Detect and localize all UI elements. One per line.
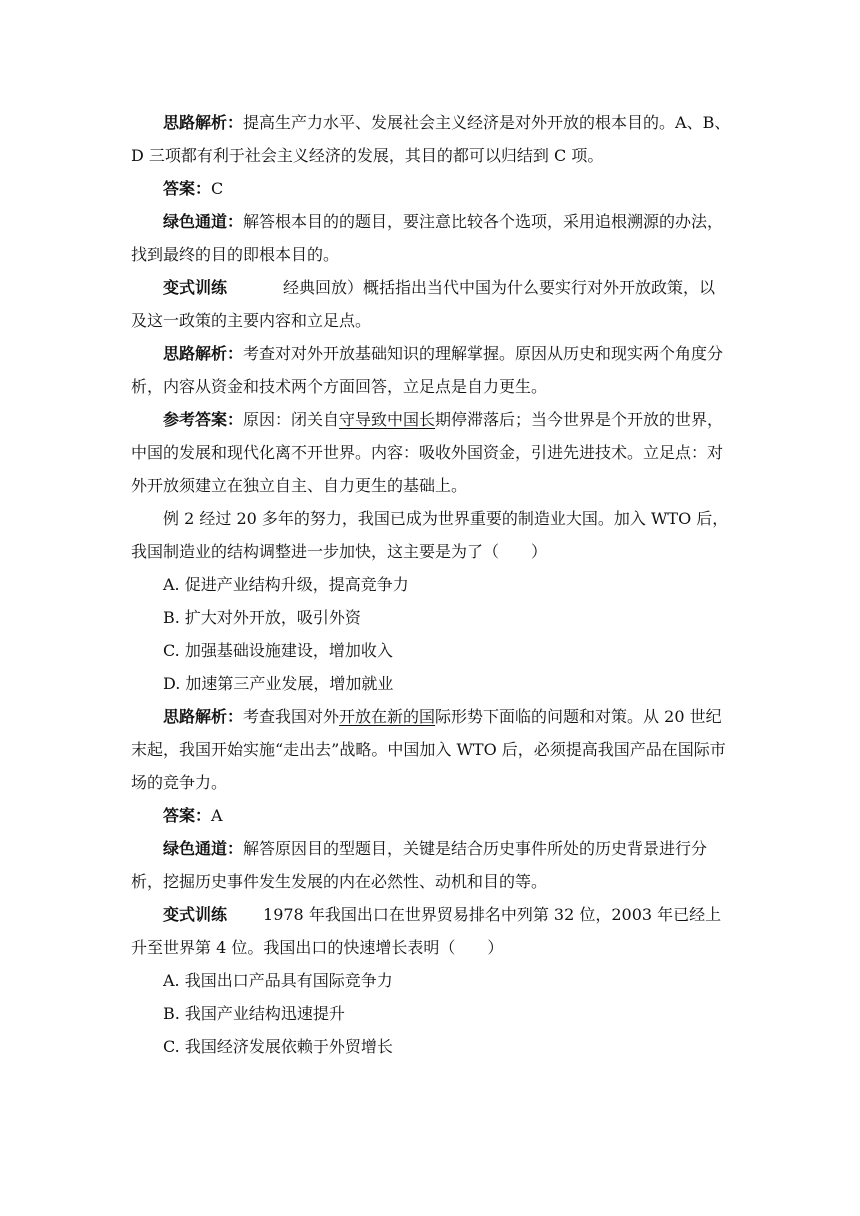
label-answer: 答案： — [163, 806, 212, 825]
variant-training-text: 经典回放）概括指出当代中国为什么要实行对外开放政策，以及这一政策的主要内容和立足点。 — [131, 278, 716, 330]
option-b: B. 扩大对外开放，吸引外资 — [163, 608, 361, 627]
green-channel-text: 解答根本目的的题目，要注意比较各个选项，采用追根溯源的办法，找到最终的目的即根本目的。 — [131, 212, 724, 264]
paragraph-analysis-2 — [131, 337, 731, 403]
document-body — [131, 106, 731, 1063]
paragraph-answer-2 — [131, 799, 731, 832]
green-channel-text: 解答原因目的型题目，关键是结合历史事件所处的历史背景进行分析，挖掘历史事件发生发展的内在必然性、动机和目的等。 — [131, 839, 708, 891]
analysis-text-a: 考查我国对外 — [243, 707, 340, 726]
option-a: A. 促进产业结构升级，提高竞争力 — [163, 575, 409, 594]
example-question-text: 例 2 经过 20 多年的努力，我国已成为世界重要的制造业大国。加入 WTO 后，我国制造业的结构调整进一步加快，这主要是为了（ ） — [131, 509, 729, 561]
analysis-text: 提高生产力水平、发展社会主义经济是对外开放的根本目的。A、B、D 三项都有利于社会主义经济的发展，其目的都可以归结到 C 项。 — [131, 113, 731, 165]
label-variant-training: 变式训练 — [163, 905, 228, 924]
label-green-channel: 绿色通道： — [163, 839, 244, 858]
analysis-text: 考查对对外开放基础知识的理解掌握。原因从历史和现实两个角度分析，内容从资金和技术两个方面回答，立足点是自力更生。 — [131, 344, 724, 396]
paragraph-example-2 — [131, 502, 731, 568]
label-analysis: 思路解析： — [163, 344, 244, 363]
paragraph-variant-training-1 — [131, 271, 731, 337]
paragraph-answer-1 — [131, 172, 731, 205]
label-variant-training: 变式训练 — [163, 278, 228, 297]
answer-text: C — [211, 179, 224, 198]
paragraph-green-channel-1 — [131, 205, 731, 271]
label-analysis: 思路解析： — [163, 707, 244, 726]
reference-answer-text-b: 期停滞落后；当今世界是个开放的世界，中国的发展和现代化离不开世界。内容：吸收外国资金，引进先进技术。立足点：对外开放须建立在独立自主、自力更生的基础上。 — [131, 410, 724, 495]
paragraph-green-channel-2 — [131, 832, 731, 898]
paragraph-analysis-3 — [131, 700, 731, 799]
variant-training-text: 1978 年我国出口在世界贸易排名中列第 32 位，2003 年已经上升至世界第 4 位。我国出口的快速增长表明（ ） — [131, 905, 722, 957]
option-b: B. 我国产业结构迅速提升 — [163, 1004, 345, 1023]
label-analysis: 思路解析： — [163, 113, 244, 132]
label-answer: 答案： — [163, 179, 212, 198]
option-c: C. 加强基础设施建设，增加收入 — [163, 641, 393, 660]
answer-text: A — [211, 806, 223, 825]
analysis-text-b: 际形势下面临的问题和对策。从 20 世纪末起，我国开始实施“走出去”战略。中国加入 WTO 后，必须提高我国产品在国际市场的竞争力。 — [131, 707, 726, 792]
underlined-text: 守导致中国长 — [339, 410, 436, 429]
reference-answer-text-a: 原因：闭关自 — [243, 410, 340, 429]
label-green-channel: 绿色通道： — [163, 212, 244, 231]
label-reference-answer: 参考答案： — [163, 410, 244, 429]
paragraph-variant-training-2 — [131, 898, 731, 964]
underlined-text: 开放在新的国 — [339, 707, 436, 726]
option-c: C. 我国经济发展依赖于外贸增长 — [163, 1037, 393, 1056]
option-a: A. 我国出口产品具有国际竞争力 — [163, 971, 393, 990]
paragraph-reference-answer — [131, 403, 731, 502]
option-d: D. 加速第三产业发展，增加就业 — [163, 674, 394, 693]
paragraph-analysis-1 — [131, 106, 731, 172]
